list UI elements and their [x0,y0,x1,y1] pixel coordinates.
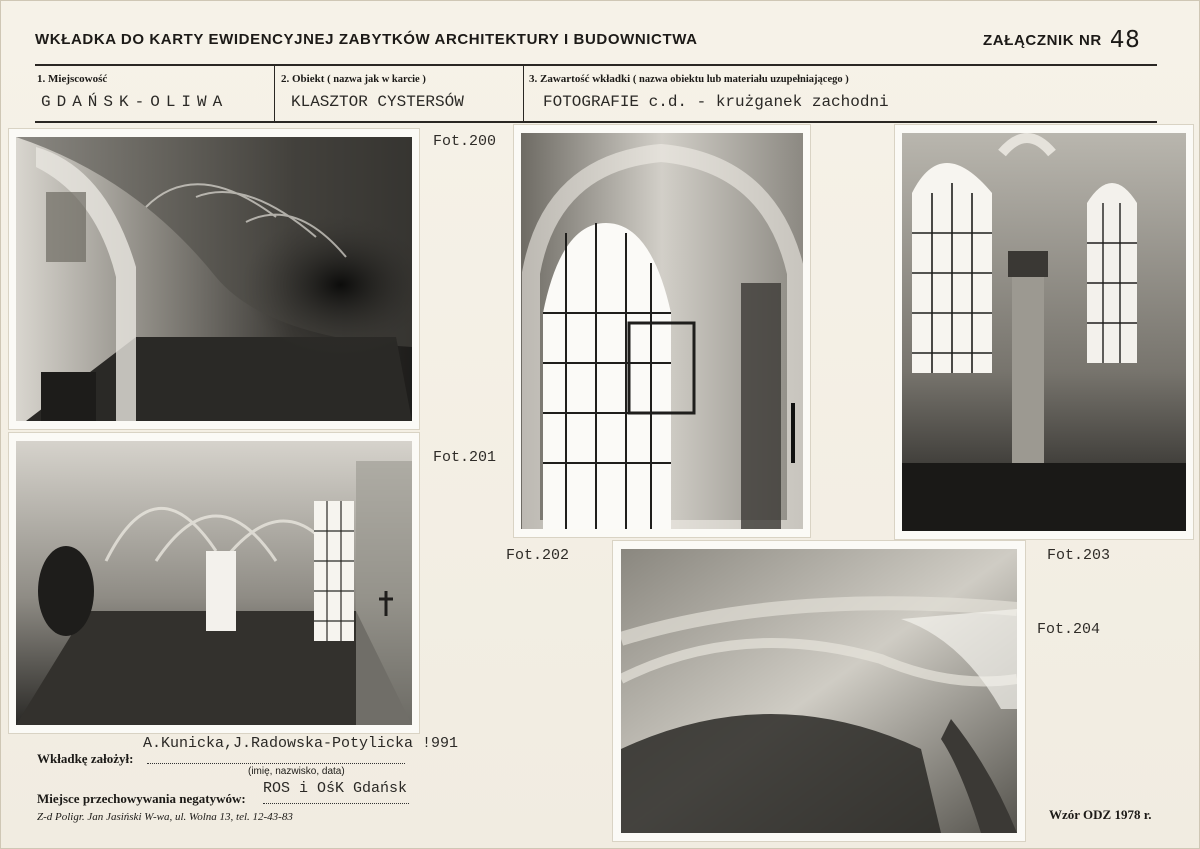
locality-value: GDAŃSK-OLIWA [41,93,229,111]
attachment-value: 48 [1109,27,1141,53]
caption-200: Fot.200 [433,133,497,150]
field-divider-2 [523,66,524,121]
sheet-title: WKŁADKA DO KARTY EWIDENCYJNEJ ZABYTKÓW ARCHITEKTURY I BUDOWNICTWA [35,31,698,48]
attachment-number [983,27,1140,53]
founder-label: Wkładkę założył: [37,751,134,766]
object-label: 2. Obiekt ( nazwa jak w karcie ) [281,73,426,85]
photo-200-image [16,137,412,421]
photo-203 [895,125,1193,539]
caption-202: Fot.202 [506,547,570,564]
printer-imprint: Z-d Poligr. Jan Jasiński W-wa, ul. Wolna 13, tel. 12-43-83 [37,811,293,823]
locality-label: 1. Miejscowość [37,73,108,85]
photo-204-image [621,549,1017,833]
header-rule-bottom [35,121,1157,123]
caption-203: Fot.203 [1047,547,1111,564]
contents-label: 3. Zawartość wkładki ( nazwa obiektu lub materiału uzupełniającego ) [529,73,849,85]
founder-note: (imię, nazwisko, data) [248,766,345,777]
field-divider-1 [274,66,275,121]
attachment-label: ZAŁĄCZNIK NR [983,32,1102,49]
photo-202-image [521,133,803,529]
founder-dotted-line [147,763,405,764]
contents-value: FOTOGRAFIE c.d. - krużganek zachodni [543,93,889,111]
object-value: KLASZTOR CYSTERSÓW [291,93,464,111]
photo-202 [514,125,810,537]
founder-value: A.Kunicka,J.Radowska-Potylicka !991 [143,735,459,752]
photo-201 [9,433,419,733]
photo-200 [9,129,419,429]
photo-203-image [902,133,1186,531]
caption-204: Fot.204 [1037,621,1101,638]
negatives-dotted-line [263,803,409,804]
caption-201: Fot.201 [433,449,497,466]
form-template-label: Wzór ODZ 1978 r. [1049,807,1152,822]
photo-201-image [16,441,412,725]
negatives-value: ROS i OśK Gdańsk [263,780,408,797]
negatives-label: Miejsce przechowywania negatywów: [37,791,246,806]
header-rule-top [35,64,1157,66]
photo-204 [613,541,1025,841]
